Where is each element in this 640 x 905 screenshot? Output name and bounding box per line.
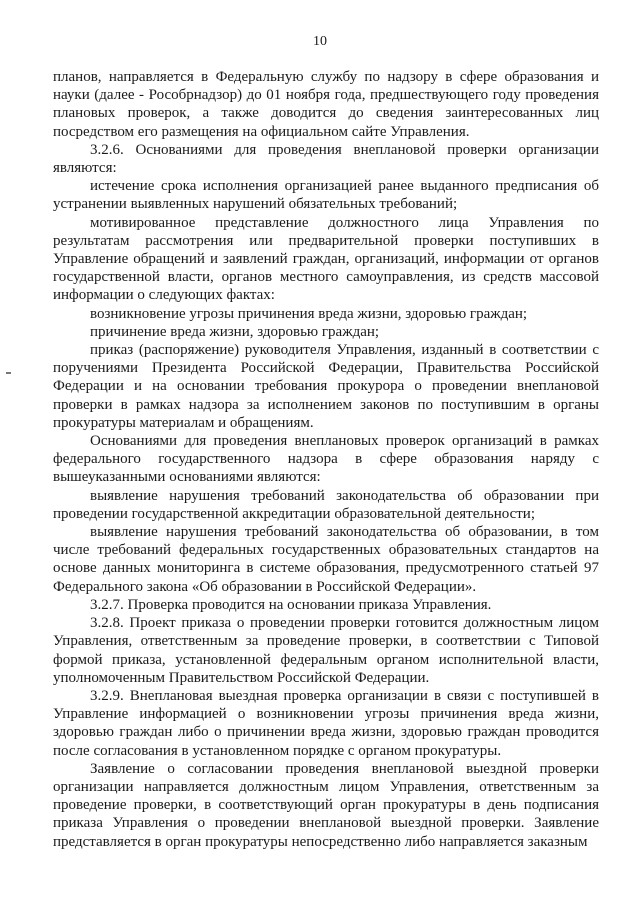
paragraph: 3.2.8. Проект приказа о проведении проверки готовится должностным лицом Управления, ответственным за проведение проверки, в соответствии с Типовой формой приказа, установленной федеральным органом исполнительной власти, уполномоченным Правительством Российской Федерации. (53, 615, 599, 686)
paragraph: возникновение угрозы причинения вреда жизни, здоровью граждан; (90, 305, 528, 322)
paragraph: 3.2.9. Внеплановая выездная проверка организации в связи с поступившей в Управление информацией о возникновении угрозы причинения вреда жизни, здоровью граждан либо о причинении вреда жизни, здоровью граждан проводится после согласования в установленном порядке с органом прокуратуры. (53, 687, 599, 759)
paragraph: выявление нарушения требований законодательства об образовании, в том числе требований федеральных государственных образовательных стандартов на основе данных мониторинга в системе образования, предусмотренного статьей 97 Федерального закона «Об образовании в Российской Федерации». (53, 524, 599, 595)
document-body (53, 68, 599, 851)
paragraph: выявление нарушения требований законодательства об образовании при проведении государственной аккредитации образовательной деятельности; (53, 487, 599, 522)
paragraph: планов, направляется в Федеральную службу по надзору в сфере образования и науки (далее - Рособрнадзор) до 01 ноября года, предшествующего году проведения плановых проверок, а также доводится до сведения заинтересованных лиц посредством его размещения на официальном сайте Управления. (53, 69, 599, 140)
paragraph: 3.2.6. Основаниями для проведения внеплановой проверки организации являются: (53, 141, 599, 177)
paragraph: мотивированное представление должностного лица Управления по результатам рассмотрения или предварительной проверки поступивших в Управление обращений и заявлений граждан, организаций, информации от органов государственной власти, органов местного самоуправления, из средств массовой информации о следующих фактах: (53, 214, 599, 304)
scan-margin-mark (6, 372, 11, 374)
paragraph: истечение срока исполнения организацией ранее выданного предписания об устранении выявленных нарушений обязательных требований; (53, 178, 599, 213)
page-number: 10 (313, 34, 327, 49)
paragraph: приказ (распоряжение) руководителя Управления, изданный в соответствии с поручениями Президента Российской Федерации, Правительства Российской Федерации и на основании требования прокурора о проведении внеплановой проверки в рамках надзора за исполнением законов по поступившим в органы прокуратуры материалам и обращениям. (53, 342, 599, 431)
paragraph: 3.2.7. Проверка проводится на основании приказа Управления. (90, 596, 492, 613)
paragraph: Заявление о согласовании проведения внеплановой выездной проверки организации направляется должностным лицом Управления, ответственным за проведение проверки, в соответствующий орган прокуратуры в день подписания приказа Управления о проведении внеплановой выездной проверки. Заявление представляется в орган прокуратуры непосредственно либо направляется заказным (53, 760, 599, 850)
paragraph: Основаниями для проведения внеплановых проверок организаций в рамках федерального государственного надзора в сфере образования наряду с вышеуказанными основаниями являются: (53, 433, 599, 486)
paragraph: причинение вреда жизни, здоровью граждан; (90, 323, 380, 340)
